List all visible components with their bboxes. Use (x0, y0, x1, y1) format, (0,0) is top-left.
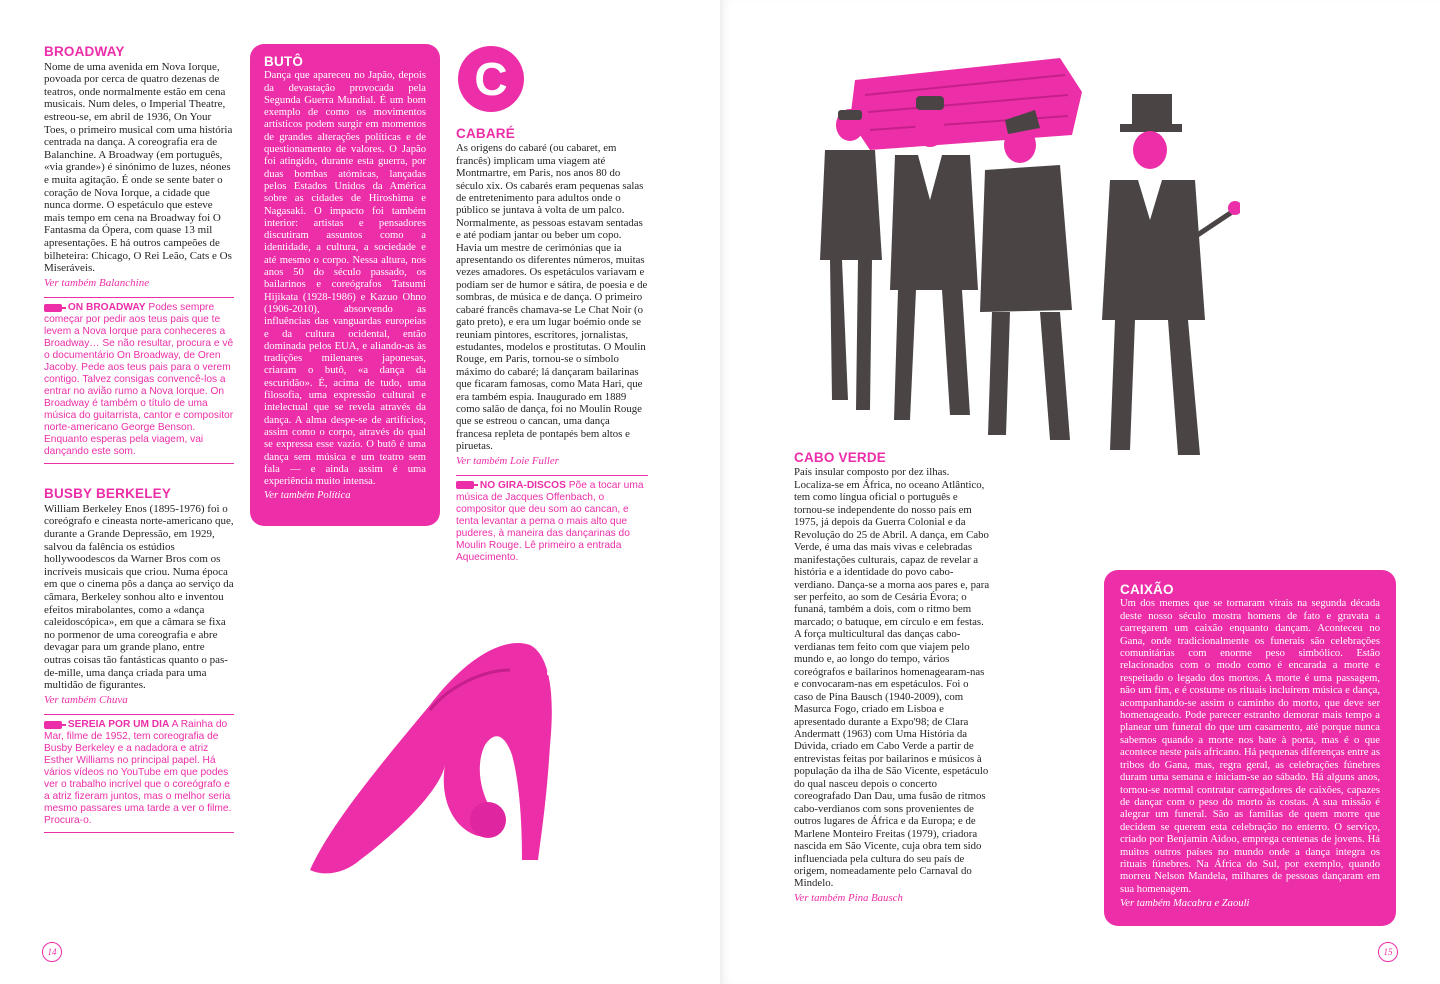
tip-box (456, 475, 648, 569)
entry-busby-berkeley (44, 488, 234, 833)
entry-heading: BROADWAY (44, 44, 125, 59)
entry-body: As origens do cabaré (ou cabaret, em francês) implicam uma viagem até Montmartre, em Paris, nos anos 80 do século xix. Os cabarés eram pequenas salas de entretenimento para adultos onde o público se juntava à volta de um palco. Normalmente, as pessoas estavam sentadas e até podiam jantar ou beber um copo. Havia um mestre de cerimónias que ia apresentando os diferentes números, muitas vezes amadores. Os espetáculos variavam e podiam ser de humor e sátira, de poesia e de sombras, de música e de dança. O primeiro cabaré francês chamava-se Le Chat Noir (o gato preto), e era um lugar boémio onde se reuniam pintores, escritores, jornalistas, estudantes, modelos e prostitutas. O Moulin Rouge, em Paris, tornou-se o símbolo máximo do cabaré; lá dançaram bailarinas que ficaram famosas, como Mata Hari, que era também espia. Inaugurado em 1889 como salão de dança, foi no Moulin Rouge que se estreou o cancan, uma dança francesa repleta de pontapés bem altos e piruetas. (456, 142, 648, 453)
entry-heading: CABO VERDE (794, 450, 887, 465)
buto-box (250, 44, 440, 526)
column-cabo-verde (794, 452, 990, 904)
page-number: 14 (42, 942, 62, 962)
see-also: Ver também Chuva (44, 693, 128, 706)
see-also: Ver também Loie Fuller (456, 454, 559, 467)
entry-body: Nome de uma avenida em Nova Iorque, povoada por cerca de quatro dezenas de teatros, onde normalmente estão em cena musicais. Num deles, o Imperial Theatre, estreou-se, em abril de 1936, On Your Toes, o primeiro musical com uma história centrada na dança. A coreografia era de Balanchine. A Broadway (em português, «via grande») é sinónimo de luzes, néones e muita agitação. É onde se sente bater o coração de Nova Iorque, a cidade que nunca dorme. O espetáculo que esteve mais tempo em cena na Broadway foi O Fantasma da Ópera, com quase 13 mil apresentações. E há outros campeões de bilheteira: Chicago, O Rei Leão, Cats e Os Miseráveis. (44, 60, 233, 275)
tip-text: A Rainha do Mar, filme de 1952, tem coreografia de Busby Berkeley e a nadadora e atriz Esther Williams no principal papel. Há vários vídeos no YouTube em que podes ver o trabalho incrível que o coreógrafo e a atriz fizeram juntos, mas o melhor seria mesmo passares uma tarde a ver o filme. Procura-o. (44, 719, 232, 827)
entry-body: Um dos memes que se tornaram virais na segunda década deste nosso século mostra homens de fato e gravata a carregarem um caixão enquanto dançam. Aconteceu no Gana, onde tradicionalmente os funerais são celebrações comunitárias com enorme peso simbólico. Estão relacionados com o modo como é encarada a morte e respeitado o legado dos mortos. A morte é uma passagem, não um fim, e é costume os rituais incluírem música e dança, acompanhando-se assim o caminho do morto, que deve ser homenageado. Pode parecer estranho demorar mais tempo a planear um funeral do que um casamento, até porque nunca sabemos quando a morte nos bate à porta, mas é o que acontece neste país africano. Há pequenas diferenças entre as tribos do Gana, mas, regra geral, as celebrações fúnebres duram uma semana e iniciam-se ao sábado. Há alguns anos, tornou-se normal contratar carregadores de caixões, capazes de dançar com o peso do morto às costas. A sua missão é alegrar um funeral. São as famílias de quem morre que decidem se querem esta celebração no enterro. O serviço, criado por Benjamin Aidoo, emprega centenas de jovens. Há muitos outros países no mundo onde a dança integra os rituais fúnebres. Na África do Sul, por exemplo, quando morreu Nelson Mandela, milhares de pessoas dançaram em sua homenagem. (1120, 598, 1380, 895)
tip-box (44, 297, 234, 464)
see-also: Ver também Macabra e Zaouli (1120, 898, 1250, 910)
column-left (44, 46, 234, 833)
pallbearers-illustration (810, 50, 1240, 470)
entry-heading: CABARÉ (456, 126, 515, 141)
page-number: 15 (1378, 942, 1398, 962)
see-also: Ver também Balanchine (44, 276, 150, 289)
entry-body: William Berkeley Enos (1895-1976) foi o coreógrafo e cineasta norte-americano que, durante a Grande Depressão, em 1929, salvou da falência os estúdios hollywoodescos da Warner Bros com os incríveis musicais que criou. Numa época em que o cinema pôs a dança ao serviço da câmara, Berkeley sonhou alto e inventou efeitos mirabolantes, como a «dança caleidoscópica», em que a câmara se fixa no pormenor de uma coreografia e abre devagar para um grande plano, entre outras coisas tão fantásticas quanto o pas-de-mille, uma dança criada para uma multidão de figurantes. (44, 502, 234, 692)
tip-text: Podes sempre começar por pedir aos teus pais que te levem a Nova Iorque para conheceres a Broadway… Se não resultar, procura e vê o documentário On Broadway, de Oren Jacoby. Pede aos teus pais para o verem contigo. Talvez consigas convencê-los a entrar no avião rumo a Nova Iorque. On Broadway é também o título de uma música do guitarrista, cantor e compositor norte-americano George Benson. Enquanto esperas pela viagem, vai dançando este som. (44, 302, 234, 458)
entry-broadway (44, 46, 234, 464)
pointing-hand-icon (44, 721, 62, 729)
entry-heading: CAIXÃO (1120, 582, 1174, 597)
see-also: Ver também Pina Bausch (794, 891, 903, 904)
tip-box (44, 714, 234, 833)
letter-badge: C (458, 46, 524, 112)
butoh-dancer-illustration (250, 615, 570, 885)
pointing-hand-icon (456, 481, 474, 489)
see-also: Ver também Política (264, 490, 351, 502)
caixao-box (1104, 570, 1396, 926)
right-page (720, 0, 1440, 984)
pointing-hand-icon (44, 304, 62, 312)
entry-heading: BUTÔ (264, 54, 304, 69)
tip-label: ON BROADWAY (67, 302, 146, 314)
tip-text: Põe a tocar uma música de Jacques Offenbach, o compositor que deu som ao cancan, e tenta levantar a perna o mais alto que puderes, à maneira das dançarinas do Moulin Rouge. Lê primeiro a entrada Aquecimento. (456, 479, 644, 563)
column-cabare (456, 128, 648, 569)
entry-body: Dança que apareceu no Japão, depois da devastação provocada pela Segunda Guerra Mundial. É um bom exemplo de como os movimentos artísticos podem surgir em momentos de grandes alterações políticas e de questionamento de valores. O Japão foi atingido, durante esta guerra, por duas bombas atómicas, lançadas pelos Estados Unidos da América sobre as cidades de Hiroshima e Nagasaki. O impacto foi também interior: artistas e pensadores discutiram assuntos como a identidade, a cultura, a sociedade e até mesmo o corpo. Nessa altura, nos anos 50 do século passado, os bailarinos e coreógrafos Tatsumi Hijikata (1928-1986) e Kazuo Ohno (1906-2010), absorvendo as influências das vanguardas europeias e da cultura ocidental, então dominada pelos EUA, e aliando-as às tradições milenares japonesas, criaram o butô, «a dança da escuridão». É, acima de tudo, uma filosofia, uma expressão cultural e intelectual que se revela através da dança. A alma despe-se de artifícios, assim como o corpo, através do qual se expressa esse vazio. O butô é uma dança sem música e um teatro sem fala — e ainda assim é uma experiência muito intensa. (264, 70, 426, 488)
tip-label: NO GIRA-DISCOS (479, 479, 566, 491)
tip-label: SEREIA POR UM DIA (67, 719, 170, 731)
entry-body: País insular composto por dez ilhas. Localiza-se em África, no oceano Atlântico, tem como língua oficial o português e tornou-se independente do nosso país em 1975, já depois da Guerra Colonial e da Revolução do 25 de Abril. A dança, em Cabo Verde, é uma das mais vivas e celebradas manifestações culturais, capaz de revelar a história e a identidade do povo cabo-verdiano. Dança-se a morna aos pares e, para ser perfeito, ao som de Cesária Évora; o funaná, também a dois, com o ritmo bem marcado; o batuque, em círculo e em festas. A força multicultural das danças cabo-verdianas tem feito com que viajem pelo mundo e, ao longo do tempo, vários coreógrafos e bailarinos homenagearam-nas e convocaram-nas em espetáculos. Foi o caso de Pina Bausch (1940-2009), com Masurca Fogo, criado em Lisboa e apresentado durante a Expo'98; de Clara Andermatt (1963) com Uma História da Dúvida, criado em Cabo Verde a partir de entrevistas feitas por bailarinos e músicos à população da ilha de São Vicente, espetáculo do qual nasceu depois o concerto coreografado Dan Dau, uma fusão de ritmos cabo-verdianos com sons provenientes de outros lugares de África e da Europa; e de Marlene Monteiro Freitas (1979), criadora nascida em São Vicente, cuja obra tem sido influenciada pela cultura do seu país de origem, nomeadamente pelo Carnaval do Mindelo. (794, 466, 990, 890)
entry-heading: BUSBY BERKELEY (44, 486, 172, 502)
